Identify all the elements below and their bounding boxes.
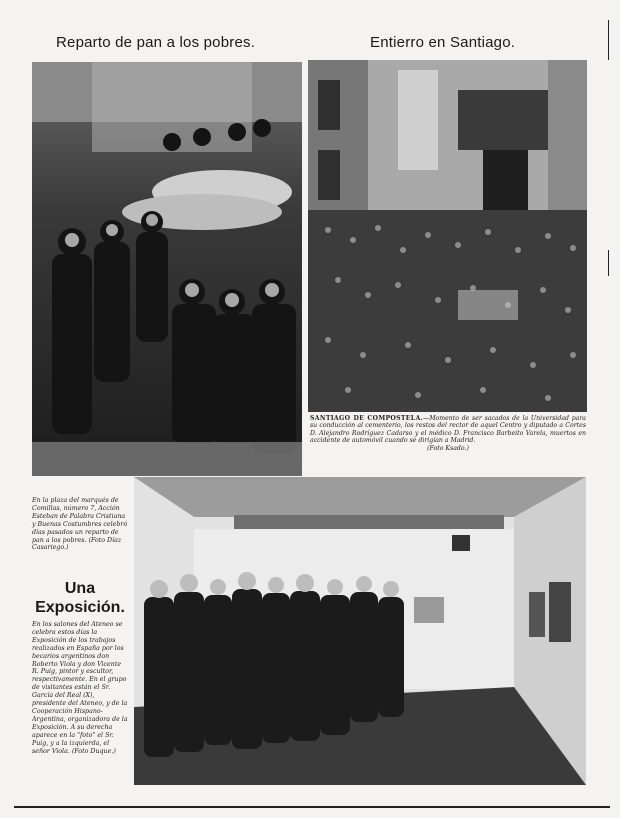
photo-santiago-funeral — [308, 60, 587, 412]
exposition-title — [28, 579, 132, 617]
funeral-photo-image — [308, 60, 587, 412]
santiago-caption-place: SANTIAGO DE COMPOSTELA. — [310, 415, 424, 422]
santiago-caption — [310, 415, 586, 452]
bread-caption: En la plaza del marqués de Comillas, número 7, Acción Esteban de Palabra Cristiana y Buenas Costumbres celebró días pasados un reparto de pan a los pobres. (Foto Díaz Casariego.) — [32, 497, 128, 552]
santiago-caption-credit: (Foto Ksado.) — [427, 444, 469, 452]
santiago-caption-text: —Momento de ser sacados de la Universidad para su conducción al cementerio, los restos del rector de aquel Centro y diputado a Cortes D. Alejandro Rodríguez Cadarso y el médico D. Francisco Barbeito Varela, muertos en accidente de automóvil cuando se dirigían a Madrid. — [310, 415, 586, 445]
exposition-title-line2: Exposición. — [35, 599, 125, 616]
right-margin-rule — [608, 20, 609, 60]
bottom-rule — [14, 806, 610, 808]
bread-photo-image — [32, 62, 302, 476]
headline-bread-distribution: Reparto de pan a los pobres. — [56, 34, 256, 51]
exposition-photo-image — [134, 477, 586, 785]
exposition-title-line1: Una — [64, 580, 96, 597]
headline-santiago-funeral: Entierro en Santiago. — [370, 34, 516, 51]
photo-exposition — [134, 477, 586, 785]
photo-bread-distribution — [32, 62, 302, 476]
exposition-text: En los salones del Ateneo se celebra estos días la Exposición de los trabajos realizados en España por los becarios argentinos don Roberto Viola y don Vicente R. Puig, pintor y escultor, respectivamente. En el grupo de visitantes están el Sr. García del Real (X), presidente del Ateneo, y de la Cooperación Hispano-Argentina, organizadora de la Exposición. A su derecha aparece en la "foto" el Sr. Puig, y a la izquierda, el señor Viola. (Foto Duque.) — [32, 621, 128, 755]
right-margin-rule-lower — [608, 250, 609, 276]
